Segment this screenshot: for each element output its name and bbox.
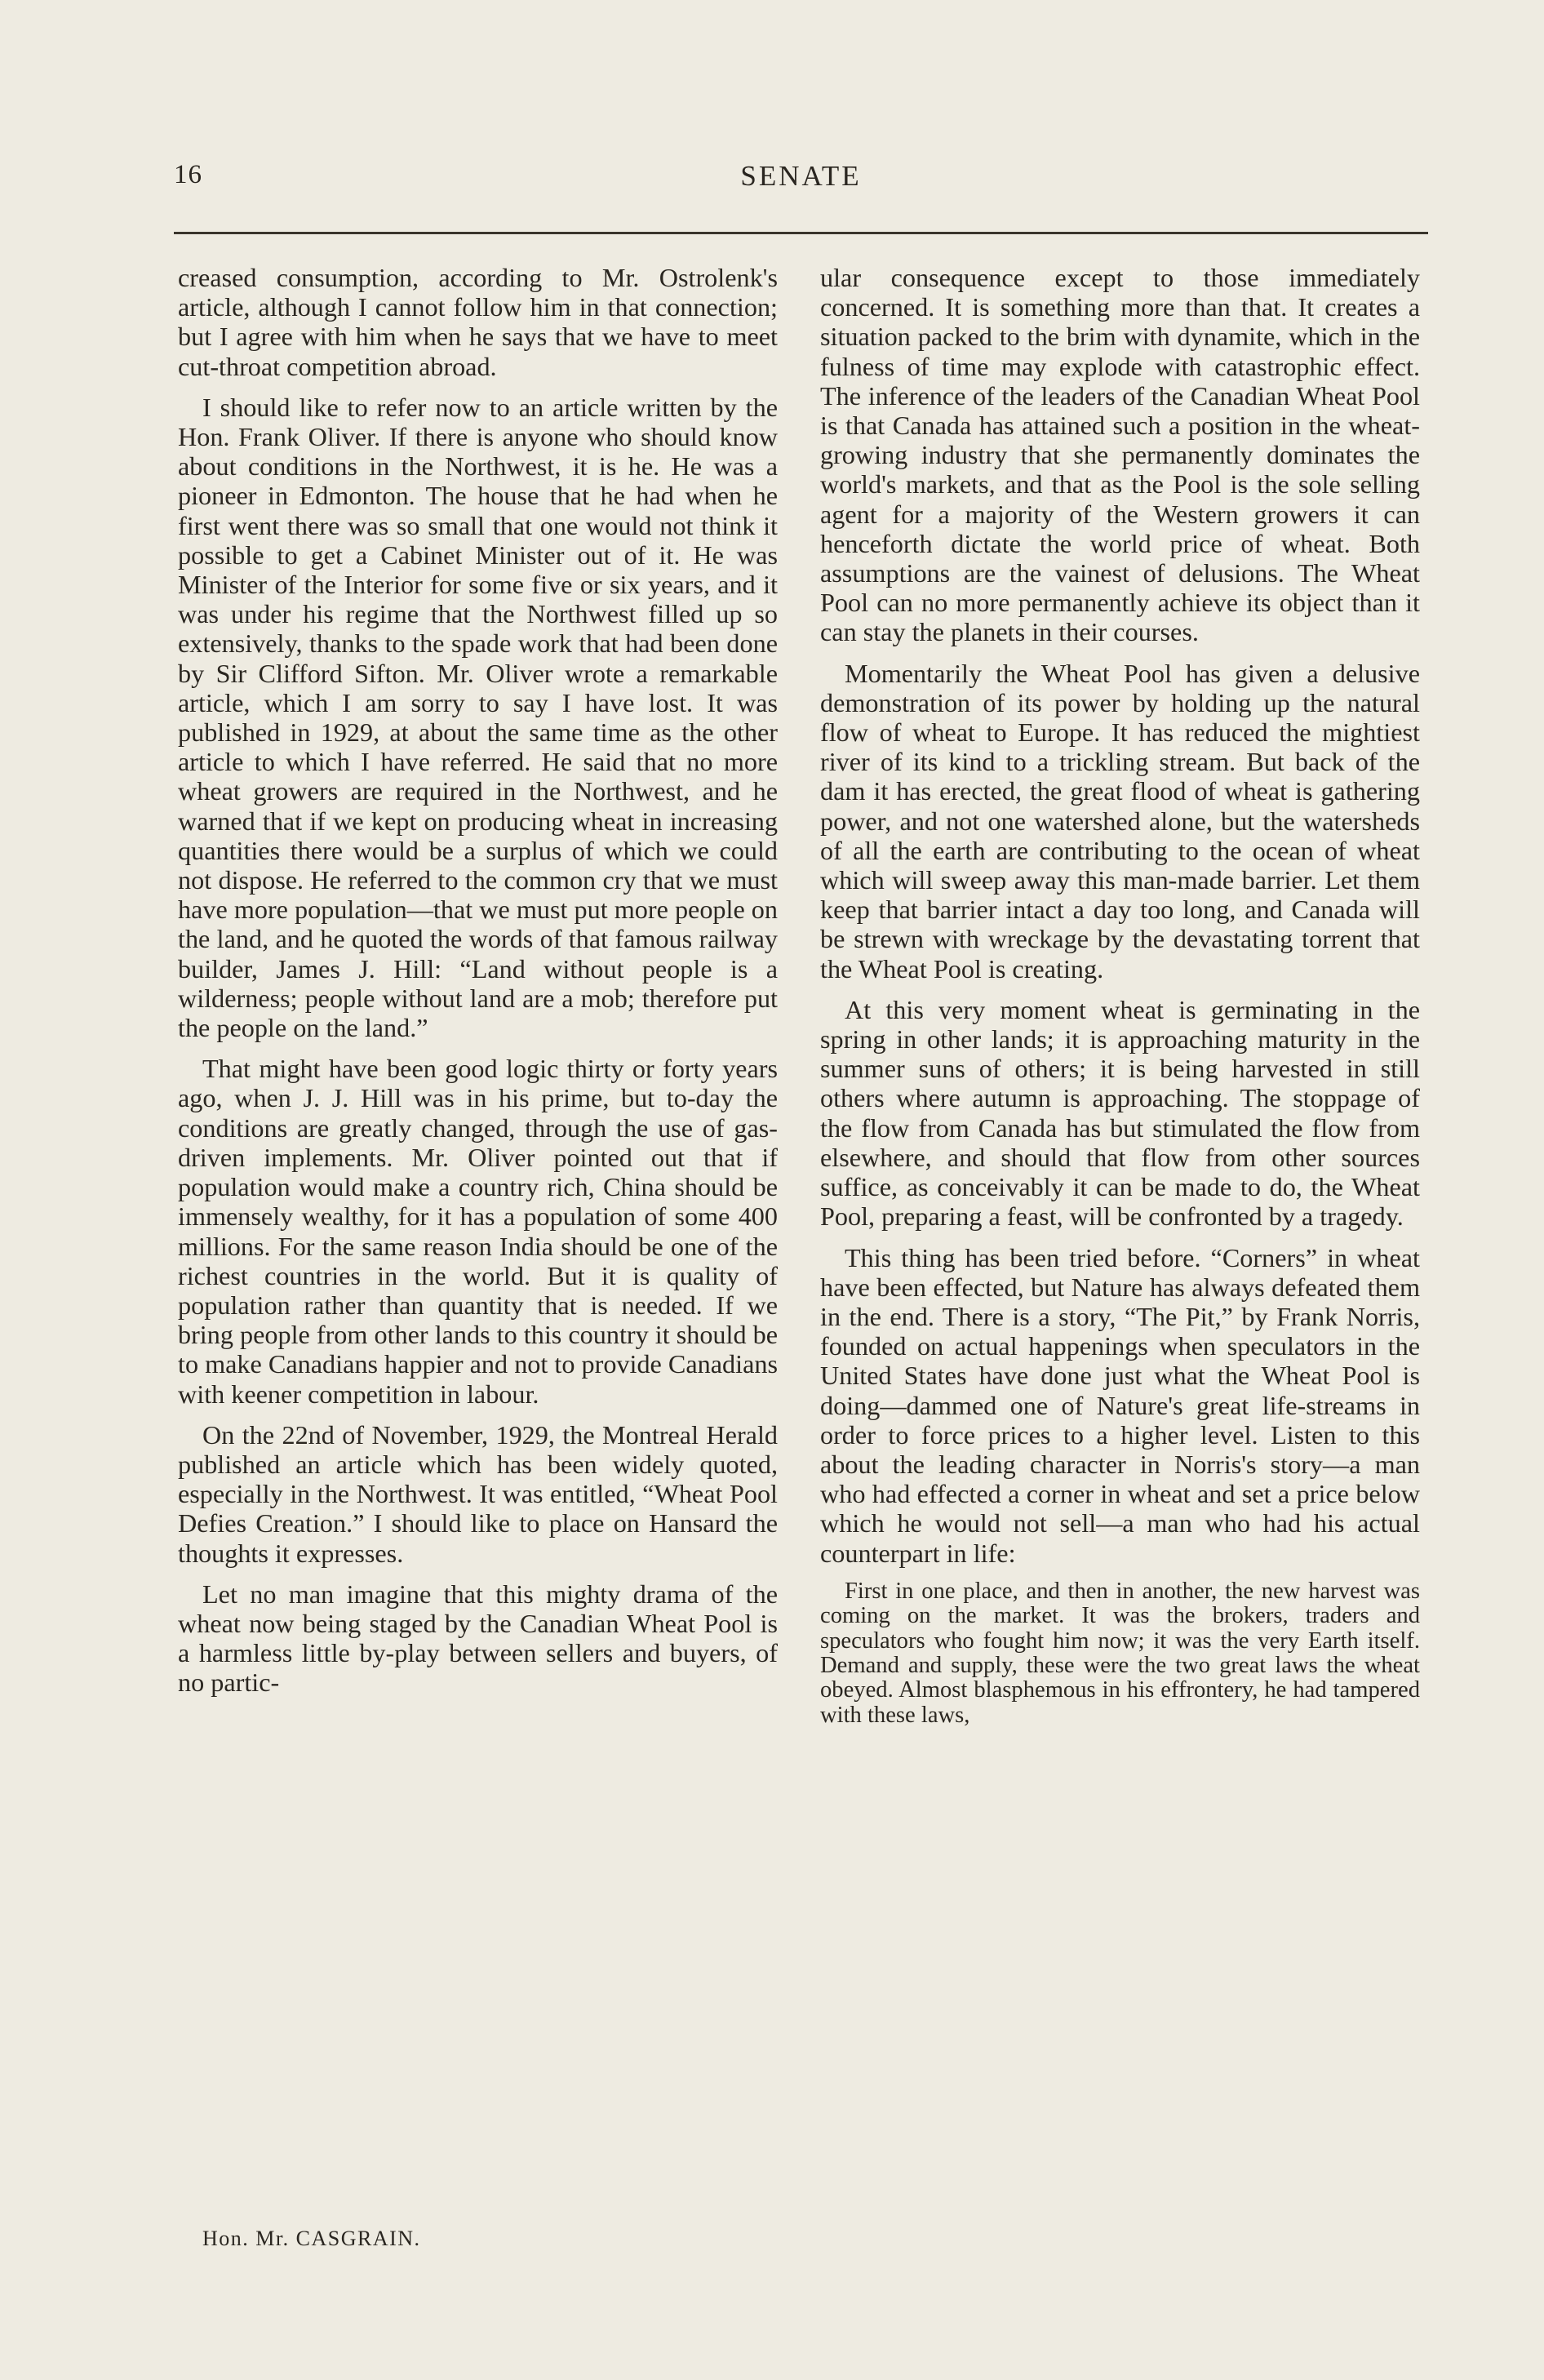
paragraph: On the 22nd of November, 1929, the Montreal Herald published an article which has been widely quoted, especially in the Northwest. It was entitled, “Wheat Pool Defies Creation.” I should like to place on Hansard the thoughts it expresses. bbox=[178, 1419, 778, 1568]
paragraph: I should like to refer now to an article written by the Hon. Frank Oliver. If there is anyone who should know about conditions in the Northwest, it is he. He was a pioneer in Edmonton. The house that he had when he first went there was so small that one would not think it possible to get a Cabinet Minister out of it. He was Minister of the Interior for some five or six years, and it was under his regime that the Northwest filled up so extensively, thanks to the spade work that had been done by Sir Clifford Sifton. Mr. Oliver wrote a remarkable article, which I am sorry to say I have lost. It was published in 1929, at about the same time as the other article to which I have referred. He said that no more wheat growers are required in the Northwest, and he warned that if we kept on producing wheat in increasing quantities there would be a surplus of which we could not dispose. He referred to the common cry that we must have more population—that we must put more people on the land, and he quoted the words of that famous railway builder, James J. Hill: “Land without people is a wilderness; people without land are a mob; therefore put the people on the land.” bbox=[178, 392, 778, 1043]
paragraph: Momentarily the Wheat Pool has given a delusive demonstration of its power by holding up the natural flow of wheat to Europe. It has reduced the mightiest river of its kind to a trickling stream. But back of the dam it has erected, the great flood of wheat is gathering power, and not one watershed alone, but the watersheds of all the earth are contributing to the ocean of wheat which will sweep away this man-made barrier. Let them keep that barrier intact a day too long, and Canada will be strewn with wreckage by the devastating torrent that the Wheat Pool is creating. bbox=[820, 658, 1420, 984]
page-header bbox=[174, 160, 1428, 201]
page-number: 16 bbox=[174, 160, 202, 189]
paragraph: ular consequence except to those immediately concerned. It is something more than that. It creates a situation packed to the brim with dynamite, which in the fulness of time may explode with catastrophic effect. The inference of the leaders of the Canadian Wheat Pool is that Canada has attained such a position in the wheat-growing industry that she permanently dominates the world's markets, and that as the Pool is the sole selling agent for a majority of the Western growers it can henceforth dictate the world price of wheat. Both assumptions are the vainest of delusions. The Wheat Pool can no more permanently achieve its object than it can stay the planets in their courses. bbox=[820, 263, 1420, 647]
paragraph: At this very moment wheat is germinating in the spring in other lands; it is approaching maturity in the summer suns of others; it is being harvested in still others where autumn is approaching. The stoppage of the flow from Canada has but stimulated the flow from elsewhere, and should that flow from other sources suffice, as conceivably it can be made to do, the Wheat Pool, preparing a feast, will be confronted by a tragedy. bbox=[820, 994, 1420, 1232]
paragraph: That might have been good logic thirty or forty years ago, when J. J. Hill was in his prime, but to-day the conditions are greatly changed, through the use of gas-driven implements. Mr. Oliver pointed out that if population would make a country rich, China should be immensely wealthy, for it has a population of some 400 millions. For the same reason India should be one of the richest countries in the world. But it is quality of population rather than quantity that is needed. If we bring people from other lands to this country it should be to make Canadians happier and not to provide Canadians with keener competition in labour. bbox=[178, 1054, 778, 1409]
paragraph: Let no man imagine that this mighty drama of the wheat now being staged by the Canadian Wheat Pool is a harmless little by-play between sellers and buyers, of no partic- bbox=[178, 1579, 778, 1698]
running-head: SENATE bbox=[740, 160, 862, 192]
paragraph: This thing has been tried before. “Corners” in wheat have been effected, but Nature has always defeated them in the end. There is a story, “The Pit,” by Frank Norris, founded on actual happenings when speculators in the United States have done just what the Wheat Pool is doing—dammed one of Nature's great life-streams in order to force prices to a higher level. Listen to this about the leading character in Norris's story—a man who had effected a corner in wheat and set a price below which he would not sell—a man who had his actual counterpart in life: bbox=[820, 1242, 1420, 1568]
right-column bbox=[820, 263, 1420, 1728]
speaker-footer: Hon. Mr. CASGRAIN. bbox=[202, 2227, 421, 2250]
left-column bbox=[178, 263, 778, 1709]
block-quote: First in one place, and then in another, the new harvest was coming on the market. It was the brokers, traders and speculators who fought him now; it was the very Earth itself. Demand and supply, these were the two great laws the wheat obeyed. Almost blasphemous in his effrontery, he had tampered with these laws, bbox=[820, 1578, 1420, 1728]
paragraph: creased consumption, according to Mr. Ostrolenk's article, although I cannot follow him in that connection; but I agree with him when he says that we have to meet cut-throat competition abroad. bbox=[178, 263, 778, 381]
header-rule bbox=[174, 232, 1428, 234]
